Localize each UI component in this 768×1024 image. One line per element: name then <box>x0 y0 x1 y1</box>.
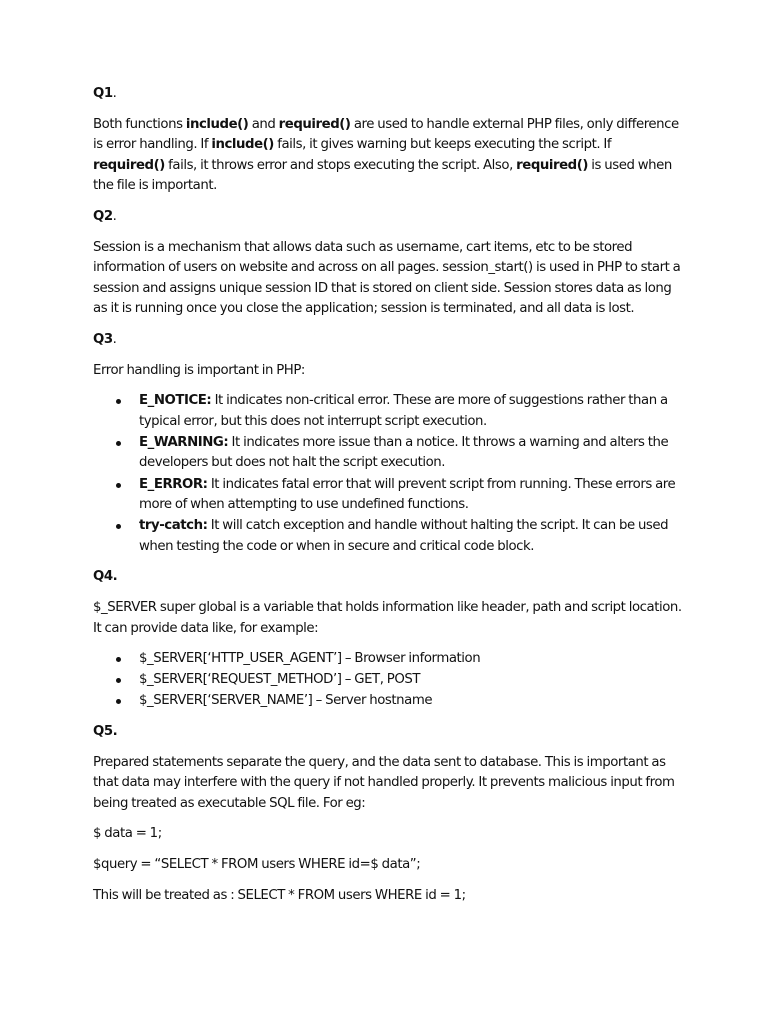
q4-intro: $_SERVER super global is a variable that holds information like header, path and script location. It can provide data like, for example: <box>93 599 682 636</box>
q4-heading <box>93 567 683 588</box>
list-item-desc: It indicates fatal error that will prevent script from running. These errors are more of when attempting to use undefined functions. <box>139 476 676 513</box>
q1-heading-label: Q1 <box>93 86 113 101</box>
q5-code-line-2: $query = “SELECT * FROM users WHERE id=$ data”; <box>93 856 421 872</box>
q1-text-3: are used to handle external PHP files, only difference is error handling. If <box>93 116 679 153</box>
q1-bold-1: include() <box>185 116 249 132</box>
q1-text-4: fails, it gives warning but keeps executing the script. If <box>273 137 612 153</box>
q1-bold-2: required() <box>278 116 351 132</box>
q5-heading-label: Q5. <box>93 723 118 739</box>
list-item-desc: It indicates non-critical error. These are more of suggestions rather than a typical error, but this does not interrupt script execution. <box>139 393 668 429</box>
q1-text-5: fails, it throws error and stops executing the script. Also, <box>164 157 517 173</box>
list-item <box>139 391 683 432</box>
q5-code-line-3: This will be treated as : SELECT * FROM users WHERE id = 1; <box>93 887 466 903</box>
q1-heading <box>93 84 683 105</box>
q1-bold-4: required() <box>93 157 165 173</box>
list-item: $_SERVER[‘HTTP_USER_AGENT’] – Browser information <box>139 649 683 670</box>
q3-intro: Error handling is important in PHP: <box>93 362 305 378</box>
q5-intro: Prepared statements separate the query, and the data sent to database. This is important as that data may interfere with the query if not handled properly. It prevents malicious input from being treated as executable SQL file. For eg: <box>93 754 675 811</box>
q1-bold-3: include() <box>211 137 274 153</box>
list-item: $_SERVER[‘SERVER_NAME’] – Server hostname <box>139 691 683 712</box>
q1-answer <box>93 115 683 197</box>
q3-heading <box>93 330 683 351</box>
q1-text-2: and <box>248 116 279 132</box>
q4-bullet-list <box>93 649 683 712</box>
list-item-desc: It will catch exception and handle without halting the script. It can be used when testing the code or when in secure and critical code block. <box>139 518 669 554</box>
list-item-term: E_ERROR: <box>139 476 208 492</box>
q5-heading <box>93 722 683 743</box>
q2-heading-suffix: . <box>112 208 117 224</box>
list-item-desc: It indicates more issue than a notice. It throws a warning and alters the developers but does not halt the script execution. <box>139 434 669 471</box>
q2-answer: Session is a mechanism that allows data such as username, cart items, etc to be stored information of users on website and across on all pages. session_start() is used in PHP to start a session and assigns unique session ID that is stored on client side. Session stores data as long as it is running once you close the application; session is terminated, and all data is lost. <box>93 239 681 317</box>
list-item-term: try-catch: <box>139 518 208 534</box>
q3-heading-label: Q3 <box>93 331 113 347</box>
list-item <box>139 475 683 516</box>
list-item <box>139 516 683 557</box>
document-page <box>93 84 683 916</box>
list-item-term: E_WARNING: <box>139 434 229 450</box>
list-item: $_SERVER[‘REQUEST_METHOD’] – GET, POST <box>139 670 683 691</box>
q1-heading-suffix: . <box>112 86 117 101</box>
q1-text-1: Both functions <box>93 116 186 132</box>
q5-code-line-1: $ data = 1; <box>93 826 162 842</box>
q3-heading-suffix: . <box>112 331 117 347</box>
q2-heading <box>93 207 683 228</box>
list-item <box>139 433 683 474</box>
list-item-term: E_NOTICE: <box>139 393 212 409</box>
q1-bold-5: required() <box>516 157 589 173</box>
q2-heading-label: Q2 <box>93 208 113 224</box>
q4-heading-label: Q4. <box>93 569 118 585</box>
q3-bullet-list <box>93 391 683 557</box>
q1-text-6: is used when the file is important. <box>93 157 672 194</box>
